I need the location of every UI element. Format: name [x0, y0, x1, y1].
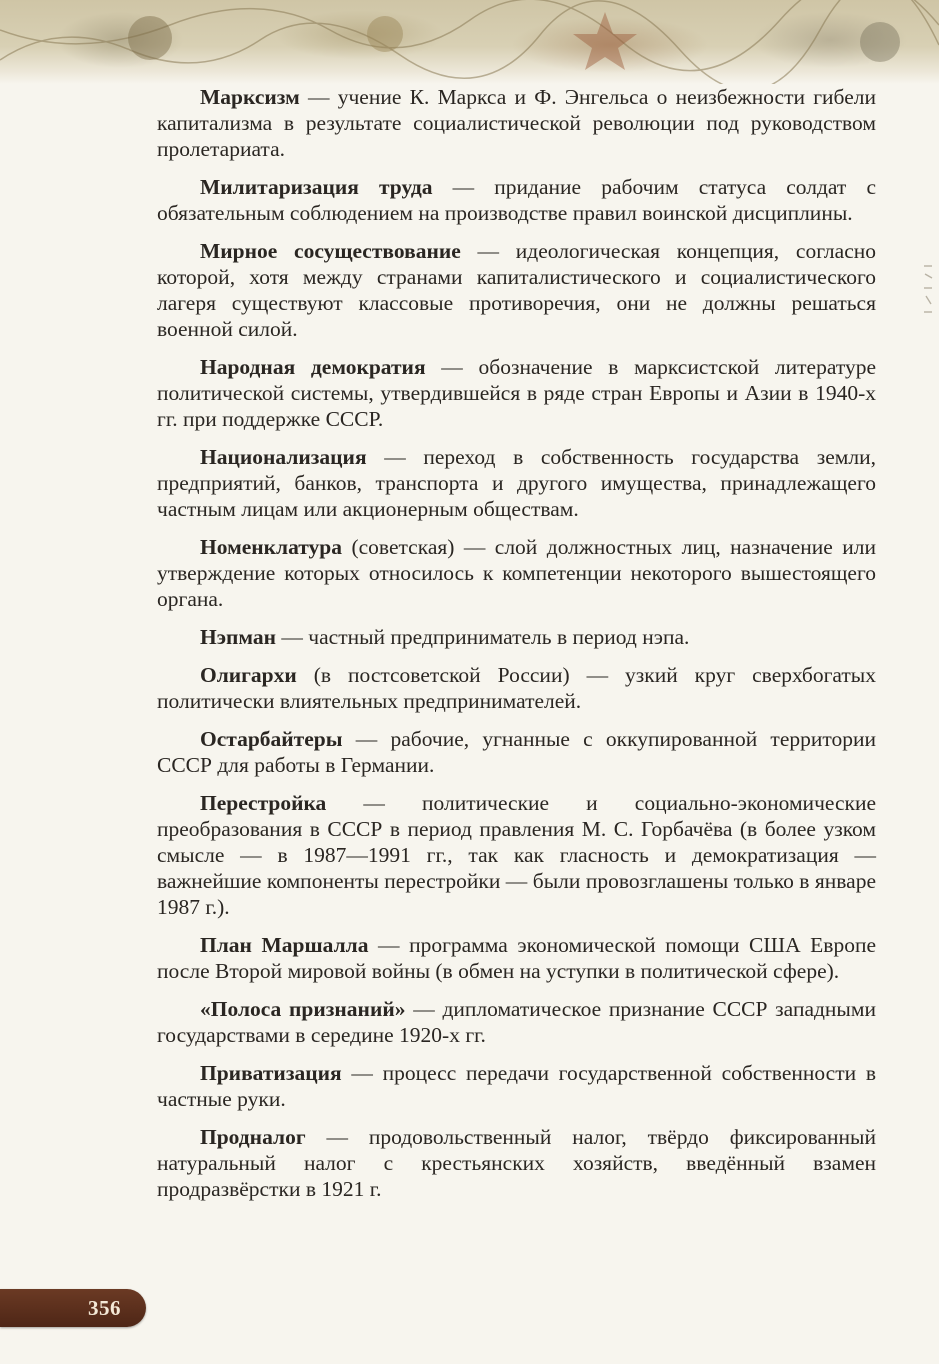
- entry-term: Перестройка: [200, 791, 327, 815]
- entry-term: План Маршалла: [200, 933, 369, 957]
- entry-term: Мирное сосуществование: [200, 239, 461, 263]
- glossary-entry-nepman: [157, 624, 876, 650]
- entry-definition: — программа экономической помощи США Европе после Второй мировой войны (в обмен на уступки в политической сфере).: [157, 933, 876, 983]
- glossary-entry-peaceful-coexistence: [157, 238, 876, 342]
- glossary-entry-oligarchs: [157, 662, 876, 714]
- entry-term: Марксизм: [200, 85, 300, 109]
- entry-definition: — процесс передачи государственной собственности в частные руки.: [157, 1061, 876, 1111]
- glossary-entry-marxism: [157, 84, 876, 162]
- entry-term: Милитаризация труда: [200, 175, 433, 199]
- entry-term: Номенклатура: [200, 535, 343, 559]
- glossary-entry-privatization: [157, 1060, 876, 1112]
- entry-definition: — продовольственный налог, твёрдо фиксированный натуральный налог с крестьянских хозяйств, введённый взамен продразвёрстки в 1921 г.: [157, 1125, 876, 1201]
- glossary-entry-marshall-plan: [157, 932, 876, 984]
- entry-definition: — переход в собственность государства земли, предприятий, банков, транспорта и другого имущества, принадлежащего частным лицам или акционерным обществам.: [157, 445, 876, 521]
- margin-mark: [922, 262, 934, 322]
- entry-definition: — частный предприниматель в период нэпа.: [276, 625, 690, 649]
- entry-term: Продналог: [200, 1125, 306, 1149]
- glossary-entry-nationalization: [157, 444, 876, 522]
- decorative-header-banner: [0, 0, 939, 84]
- entry-definition: — обозначение в марксистской литературе политической системы, утвердившейся в ряде стран Европы и Азии в 1940-х гг. при поддержке СССР.: [157, 355, 876, 431]
- entry-term: Нэпман: [200, 625, 277, 649]
- glossary-entry-prodnalog: [157, 1124, 876, 1202]
- page-number: 356: [88, 1296, 121, 1320]
- entry-definition: — идеологическая концепция, согласно которой, хотя между странами капиталистического и социалистического лагеря существуют классовые противоречия, они не должны решаться военной силой.: [157, 239, 876, 341]
- entry-term: Национализация: [200, 445, 367, 469]
- entry-definition: (в постсоветской России) — узкий круг сверхбогатых политически влиятельных предпринимателей.: [157, 663, 876, 713]
- glossary-entry-recognition-strip: [157, 996, 876, 1048]
- entry-term: Народная демократия: [200, 355, 426, 379]
- entry-term: Олигархи: [200, 663, 297, 687]
- glossary-entry-nomenklatura: [157, 534, 876, 612]
- entry-term: Остарбайтеры: [200, 727, 343, 751]
- entry-definition: — учение К. Маркса и Ф. Энгельса о неизбежности гибели капитализма в результате социалистической революции под руководством пролетариата.: [157, 85, 876, 161]
- entry-term: Приватизация: [200, 1061, 342, 1085]
- glossary-text: [157, 84, 876, 1214]
- entry-definition: — придание рабочим статуса солдат с обязательным соблюдением на производстве правил воинской дисциплины.: [157, 175, 876, 225]
- entry-definition: — дипломатическое признание СССР западными государствами в середине 1920-х гг.: [157, 997, 876, 1047]
- glossary-entry-perestroika: [157, 790, 876, 920]
- glossary-entry-peoples-democracy: [157, 354, 876, 432]
- entry-definition: — политические и социально-экономические преобразования в СССР в период правления М. С. Горбачёва (в более узком смысле — в 1987—1991 гг., так как гласность и демократизация — важнейшие компоненты перестройки — были провозглашены только в январе 1987 г.).: [157, 791, 876, 919]
- entry-definition: (советская) — слой должностных лиц, назначение или утверждение которых относилось к компетенции некоторого вышестоящего органа.: [157, 535, 876, 611]
- entry-term: «Полоса признаний»: [200, 997, 406, 1021]
- banner-ornament: [0, 0, 939, 84]
- glossary-entry-ostarbeiters: [157, 726, 876, 778]
- entry-definition: — рабочие, угнанные с оккупированной территории СССР для работы в Германии.: [157, 727, 876, 777]
- page-number-tab: [0, 1289, 146, 1327]
- glossary-entry-labor-militarization: [157, 174, 876, 226]
